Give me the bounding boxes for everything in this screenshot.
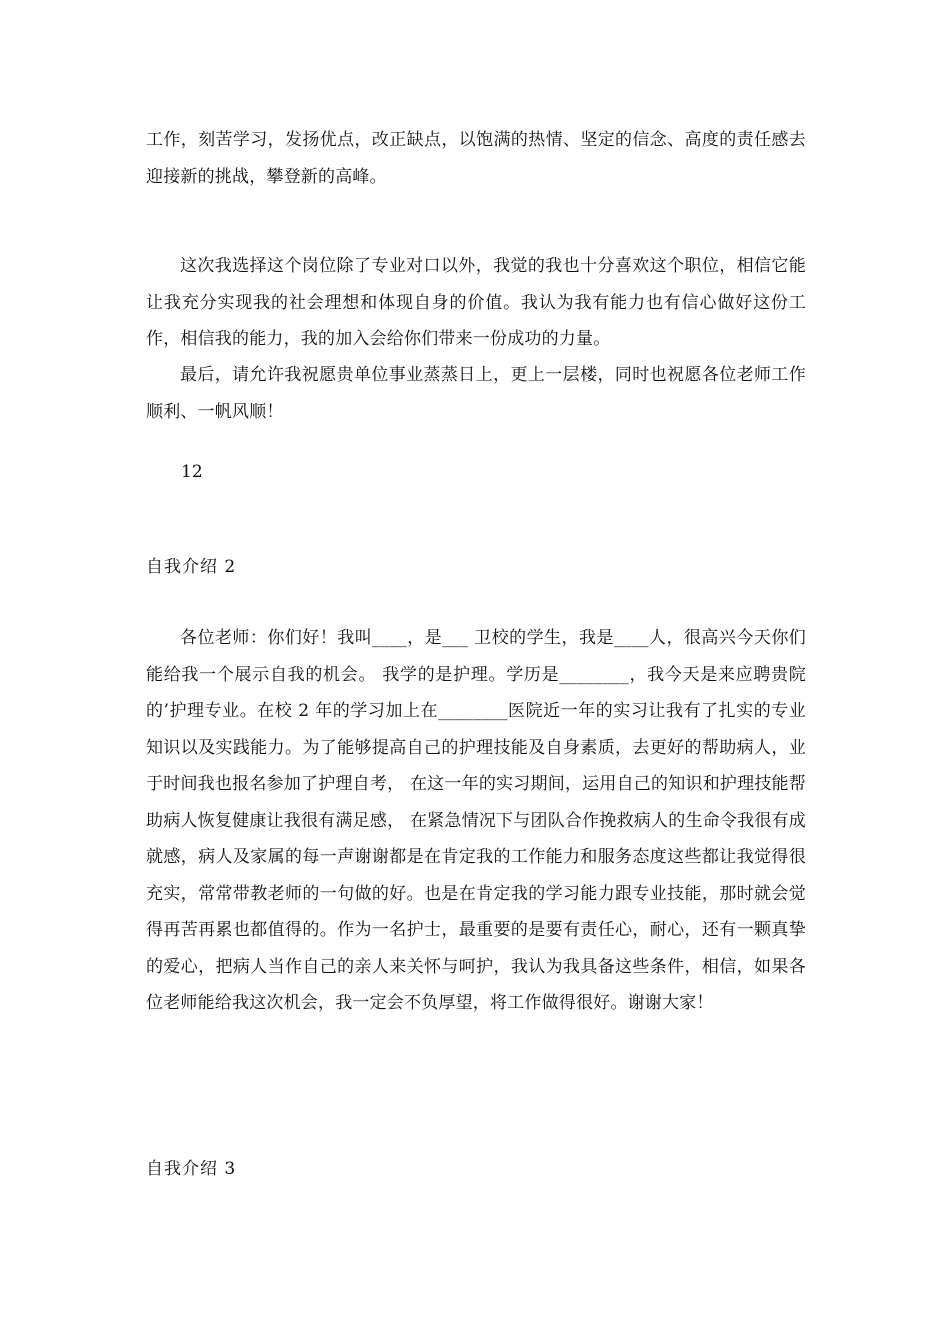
- number-line: 12: [181, 462, 203, 482]
- paragraph-position-choice: 这次我选择这个岗位除了专业对口以外，我觉的我也十分喜欢这个职位，相信它能让我充分实现我的社会理想和体现自身的价值。我认为我有能力也有信心做好这份工作，相信我的能力，我的加入会给你们带来一份成功的力量。: [146, 256, 806, 349]
- section-heading-3: 自我介绍 3: [146, 1159, 237, 1179]
- section-heading-2: 自我介绍 2: [146, 557, 237, 577]
- paragraph-closing-wishes: 最后，请允许我祝愿贵单位事业蒸蒸日上，更上一层楼，同时也祝愿各位老师工作顺利、一帆风顺！: [146, 365, 806, 422]
- paragraph-continuation: 工作，刻苦学习，发扬优点，改正缺点，以饱满的热情、坚定的信念、高度的责任感去迎接新的挑战，攀登新的高峰。: [146, 130, 806, 187]
- paragraph-self-introduction-2: 各位老师：你们好！我叫____，是___ 卫校的学生，我是____人，很高兴今天你们能给我一个展示自我的机会。 我学的是护理。学历是________，我今天是来应聘贵院的’护理专业。在校 2 年的学习加上在________医院近一年的实习让我有了扎实的专业知识以及实践能力。为了能够提高自己的护理技能及自身素质，去更好的帮助病人，业于时间我也报名参加了护理自考， 在这一年的实习期间，运用自己的知识和护理技能帮助病人恢复健康让我很有满足感， 在紧急情况下与团队合作挽救病人的生命令我很有成就感，病人及家属的每一声谢谢都是在肯定我的工作能力和服务态度这些都让我觉得很充实，常常带教老师的一句做的好。也是在肯定我的学习能力跟专业技能，那时就会觉得再苦再累也都值得的。作为一名护士，最重要的是要有责任心，耐心，还有一颗真挚的爱心，把病人当作自己的亲人来关怀与呵护，我认为我具备这些条件，相信，如果各位老师能给我这次机会，我一定会不负厚望，将工作做得很好。谢谢大家！: [146, 628, 806, 1013]
